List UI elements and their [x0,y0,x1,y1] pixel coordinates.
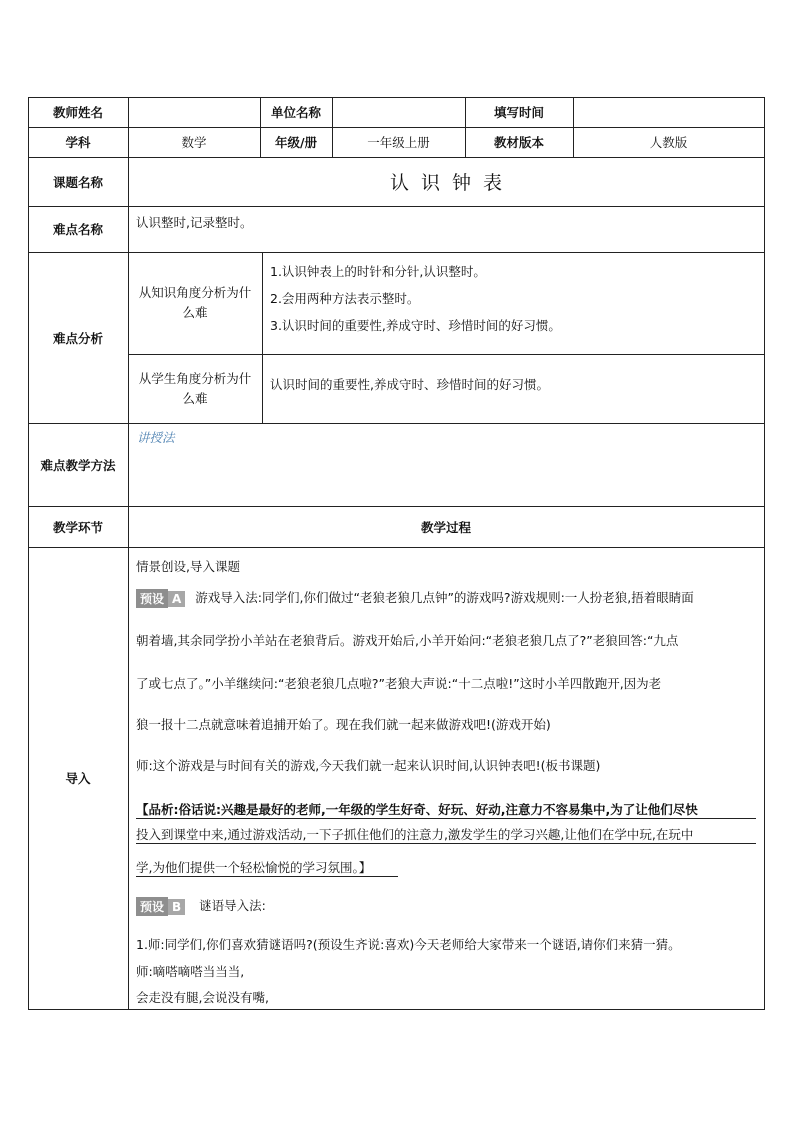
label-column-divider [128,97,129,1010]
teacher-name-value[interactable] [128,97,260,127]
analysis-note: 学,为他们提供一个轻松愉悦的学习氛围。】 [136,860,372,875]
preset-a-text: 了或七点了。”小羊继续问:“老狼老狼几点啦?”老狼大声说:“十二点啦!”这时小羊四散跑开,因为老 [136,676,662,691]
table-right-border [764,97,765,1010]
preset-b-text: 谜语导入法: [199,898,266,913]
riddle-line: 会走没有腿,会说没有嘴, [136,990,269,1005]
unit-name-value[interactable] [332,97,465,127]
method-label: 难点教学方法 [40,457,116,473]
preset-a-text: 朝着墙,其余同学扮小羊站在老狼背后。游戏开始后,小羊开始问:“老狼老狼几点了?”老狼回答:“九点 [136,633,679,648]
underline [136,843,756,844]
row-line [28,547,765,548]
knowledge-angle-label: 从知识角度分析为什么难 [138,285,252,320]
preset-a-line [136,588,694,608]
textbook-value: 人教版 [649,135,688,150]
riddle-line: 1.师:同学们,你们喜欢猜谜语吗?(预设生齐说:喜欢)今天老师给大家带来一个谜语,请你们来猜一猜。 [136,937,681,952]
grade-value: 一年级上册 [367,135,430,150]
preset-tag-letter: A [168,591,185,607]
intro-stage-label: 导入 [65,771,91,786]
intro-heading: 情景创设,导入课题 [136,559,240,574]
preset-a-tag [136,589,185,608]
underline [136,876,398,877]
row-line [28,423,765,424]
process-header: 教学过程 [420,519,471,535]
unit-name-label: 单位名称 [270,105,321,120]
table-bottom-border [28,1009,765,1010]
preset-a-text: 游戏导入法:同学们,你们做过“老狼老狼几点钟”的游戏吗?游戏规则:一人扮老狼,捂着眼睛面 [195,590,694,605]
topic-title: 认识钟表 [389,172,514,194]
riddle-line: 师:嘀嗒嘀嗒当当当, [136,964,245,979]
row-line [28,206,765,207]
student-angle-text: 认识时间的重要性,养成守时、珍惜时间的好习惯。 [270,377,549,392]
topic-label: 课题名称 [52,174,103,190]
teacher-line: 师:这个游戏是与时间有关的游戏,今天我们就一起来认识时间,认识钟表吧!(板书课题) [136,758,601,773]
analysis-note: 投入到课堂中来,通过游戏活动,一下子抓住他们的注意力,激发学生的学习兴趣,让他们在学中玩,在玩中 [136,827,694,842]
analysis-label: 难点分析 [52,330,103,346]
knowledge-item: 3.认识时间的重要性,养成守时、珍惜时间的好习惯。 [270,318,561,333]
textbook-label: 教材版本 [493,135,544,150]
preset-b-line [136,896,266,916]
fill-time-label: 填写时间 [493,105,544,120]
knowledge-item: 2.会用两种方法表示整时。 [270,291,420,306]
preset-a-text: 狼一报十二点就意味着追捕开始了。现在我们就一起来做游戏吧!(游戏开始) [136,717,551,732]
preset-tag-word: 预设 [136,589,168,608]
knowledge-item: 1.认识钟表上的时针和分针,认识整时。 [270,264,486,279]
stage-header: 教学环节 [52,519,103,535]
col-line [262,252,263,423]
difficulty-label: 难点名称 [52,222,103,237]
student-angle-label: 从学生角度分析为什么难 [138,370,252,406]
method-value: 讲授法 [137,430,175,445]
preset-tag-word: 预设 [136,897,168,916]
preset-tag-letter: B [168,899,185,915]
grade-label: 年级/册 [274,135,318,150]
difficulty-value: 认识整时,记录整时。 [136,215,253,230]
subject-value: 数学 [181,135,207,150]
subject-label: 学科 [65,135,91,150]
teacher-name-label: 教师姓名 [52,105,103,120]
underline [136,818,756,819]
analysis-note: 【品析:俗话说:兴趣是最好的老师,一年级的学生好奇、好玩、好动,注意力不容易集中,为了让他们尽快 [136,802,698,817]
fill-time-value[interactable] [573,97,764,127]
preset-b-tag [136,897,185,916]
